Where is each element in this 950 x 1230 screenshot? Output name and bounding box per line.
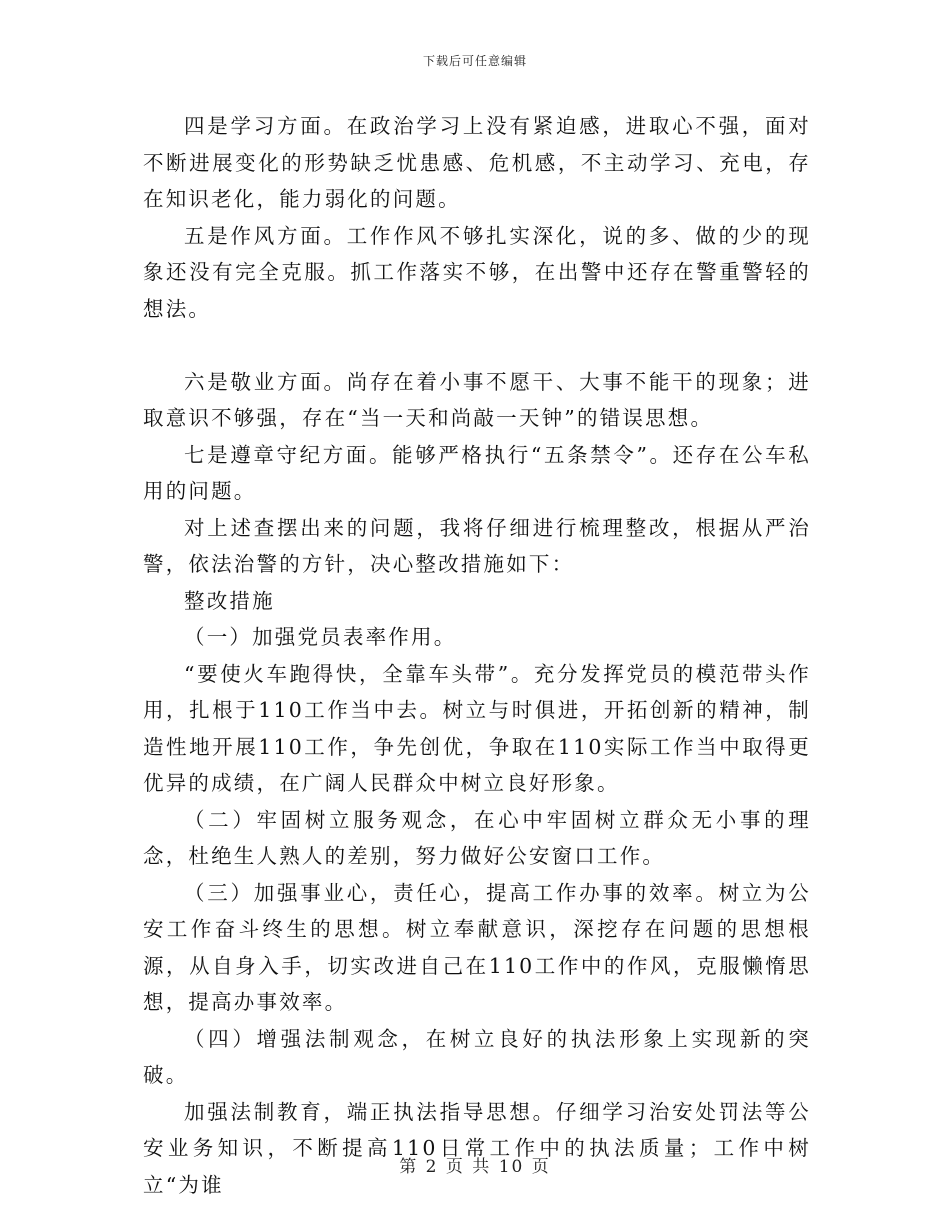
section-heading-measures: 整改措施 (184, 588, 275, 613)
paragraph-discipline: 七是遵章守纪方面。能够严格执行“五条禁令”。还存在公车私用的问题。 (143, 442, 811, 503)
measure-heading-4: （四）增强法制观念，在树立良好的执法形象上实现新的突破。 (143, 1026, 811, 1087)
paragraph-measure-4: 加强法制教育，端正执法指导思想。仔细学习治安处罚法等公安业务知识，不断提高110日常工作中的执法质量；工作中树立“为谁 (143, 1099, 811, 1197)
page-header: 下载后可任意编辑 (422, 54, 527, 68)
paragraph-study: 四是学习方面。在政治学习上没有紧迫感，进取心不强，面对不断进展变化的形势缺乏忧患感、危机感，不主动学习、充电，存在知识老化，能力弱化的问题。 (143, 114, 811, 211)
paragraph-rectification-intro: 对上述查摆出来的问题，我将仔细进行梳理整改，根据从严治警，依法治警的方针，决心整改措施如下： (143, 515, 811, 576)
paragraph-work-style: 五是作风方面。工作作风不够扎实深化，说的多、做的少的现象还没有完全克服。抓工作落实不够，在出警中还存在警重警轻的想法。 (143, 223, 811, 321)
document-body (143, 108, 811, 1203)
paragraph-measure-1: “要使火车跑得快，全靠车头带”。充分发挥党员的模范带头作用，扎根于110工作当中去。树立与时俱进，开拓创新的精神，制造性地开展110工作，争先创优，争取在110实际工作当中取得更优异的成绩，在广阔人民群众中树立良好形象。 (143, 661, 811, 795)
measure-heading-2: （二）牢固树立服务观念，在心中牢固树立群众无小事的理念，杜绝生人熟人的差别，努力做好公安窗口工作。 (143, 807, 811, 868)
page-number: 第 2 页 共 10 页 (399, 1157, 551, 1177)
measure-heading-3: （三）加强事业心，责任心，提高工作办事的效率。树立为公安工作奋斗终生的思想。树立奉献意识，深挖存在问题的思想根源，从自身入手，切实改进自己在110工作中的作风，克服懒惰思想，提高办事效率。 (143, 880, 811, 1014)
measure-heading-1: （一）加强党员表率作用。 (184, 625, 457, 649)
paragraph-dedication: 六是敬业方面。尚存在着小事不愿干、大事不能干的现象；进取意识不够强，存在“当一天和尚敲一天钟”的错误思想。 (143, 369, 811, 430)
